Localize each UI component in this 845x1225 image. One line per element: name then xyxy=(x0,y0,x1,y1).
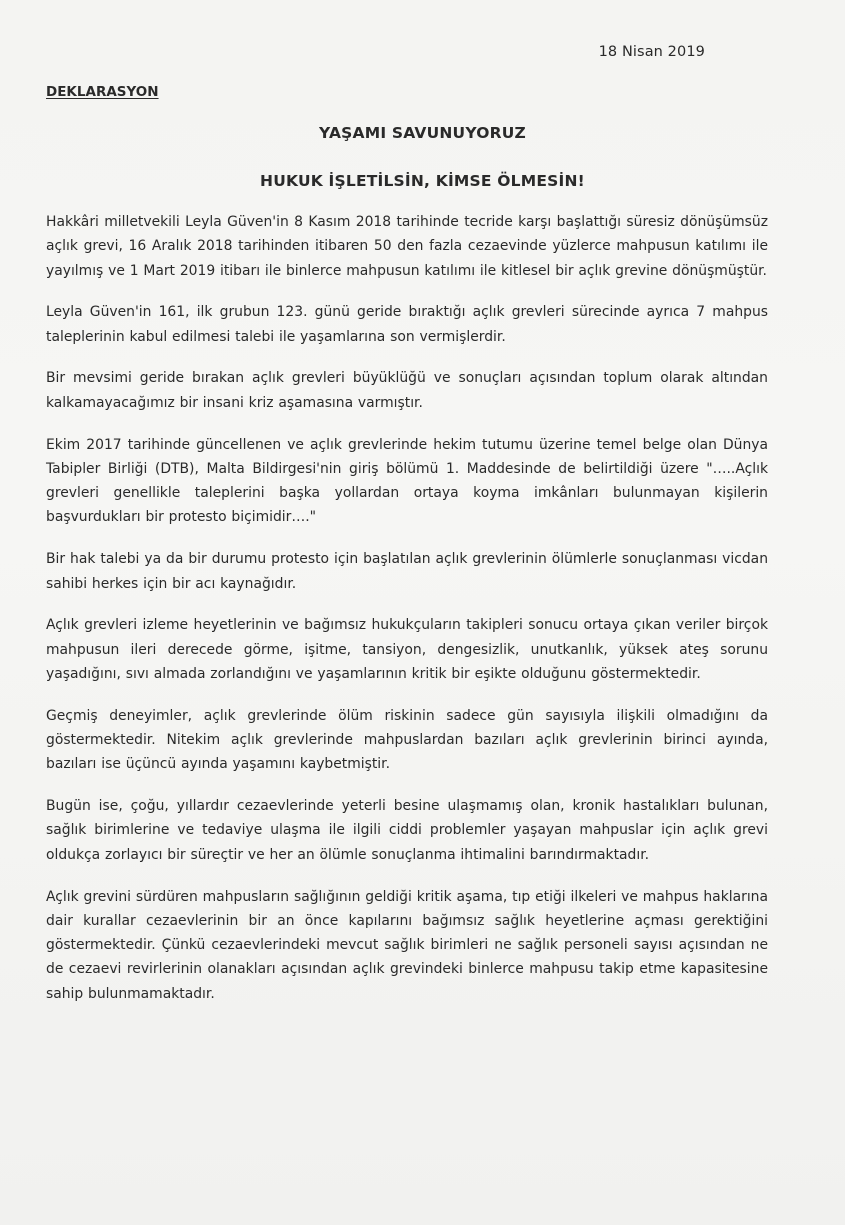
document-body xyxy=(46,210,768,1024)
paragraph: Bugün ise, çoğu, yıllardır cezaevlerinde yeterli besine ulaşmamış olan, kronik hastalıkları bulunan, sağlık birimlerine ve tedaviye ulaşma ile ilgili ciddi problemler yaşayan mahpuslar için açlık grevi oldukça zorlayıcı bir süreçtir ve her an ölümle sonuçlanma ihtimalini barındırmaktadır. xyxy=(46,798,768,863)
paragraph: Açlık grevleri izleme heyetlerinin ve bağımsız hukukçuların takipleri sonucu ortaya çıkan veriler birçok mahpusun ileri derecede görme, işitme, tansiyon, dengesizlik, unutkanlık, yüksek ateş sorunu yaşadığını, sıvı almada zorlandığını ve yaşamlarının kritik bir eşikte olduğunu göstermektedir. xyxy=(46,617,768,682)
paragraph: Ekim 2017 tarihinde güncellenen ve açlık grevlerinde hekim tutumu üzerine temel belge olan Dünya Tabipler Birliği (DTB), Malta Bildirgesi'nin giriş bölümü 1. Maddesinde de belirtildiği üzere "…..Açlık grevleri genellikle taleplerini başka yollardan ortaya koyma imkânları bulunmayan kişilerin başvurdukları bir protesto biçimidir…." xyxy=(46,436,768,526)
document-subtitle: HUKUK İŞLETİLSİN, KİMSE ÖLMESİN! xyxy=(260,172,585,190)
paragraph: Hakkâri milletvekili Leyla Güven'in 8 Kasım 2018 tarihinde tecride karşı başlattığı süresiz dönüşümsüz açlık grevi, 16 Aralık 2018 tarihinden itibaren 50 den fazla cezaevinde yüzlerce mahpusun katılımı ile yayılmış ve 1 Mart 2019 itibarı ile binlerce mahpusun katılımı ile kitlesel bir açlık grevine dönüşmüştür. xyxy=(46,214,768,279)
paragraph: Bir mevsimi geride bırakan açlık grevleri büyüklüğü ve sonuçları açısından toplum olarak altından kalkamayacağımız bir insani kriz aşamasına varmıştır. xyxy=(46,370,768,411)
paragraph: Geçmiş deneyimler, açlık grevlerinde ölüm riskinin sadece gün sayısıyla ilişkili olmadığını da göstermektedir. Nitekim açlık grevlerinde mahpuslardan bazıları açlık grevlerinin birinci ayında, bazıları ise üçüncü ayında yaşamını kaybetmiştir. xyxy=(46,707,768,773)
paragraph: Açlık grevini sürdüren mahpusların sağlığının geldiği kritik aşama, tıp etiği ilkeleri ve mahpus haklarına dair kurallar cezaevlerinin bir an önce kapılarını bağımsız sağlık heyetlerine açması gerektiğini göstermektedir. Çünkü cezaevlerindeki mevcut sağlık birimleri ne sağlık personeli sayısı açısından ne de cezaevi revirlerinin olanakları açısından açlık grevindeki binlerce mahpusu takip etme kapasitesine sahip bulunmamaktadır. xyxy=(46,888,768,1002)
paragraph: Leyla Güven'in 161, ilk grubun 123. günü geride bıraktığı açlık grevleri sürecinde ayrıca 7 mahpus taleplerinin kabul edilmesi talebi ile yaşamlarına son vermişlerdir. xyxy=(46,304,768,345)
paragraph: Bir hak talebi ya da bir durumu protesto için başlatılan açlık grevlerinin ölümlerle sonuçlanması vicdan sahibi herkes için bir acı kaynağıdır. xyxy=(46,551,768,592)
document-title: YAŞAMI SAVUNUYORUZ xyxy=(319,124,526,142)
document-type-label: DEKLARASYON xyxy=(46,84,159,100)
document-date: 18 Nisan 2019 xyxy=(598,44,705,60)
